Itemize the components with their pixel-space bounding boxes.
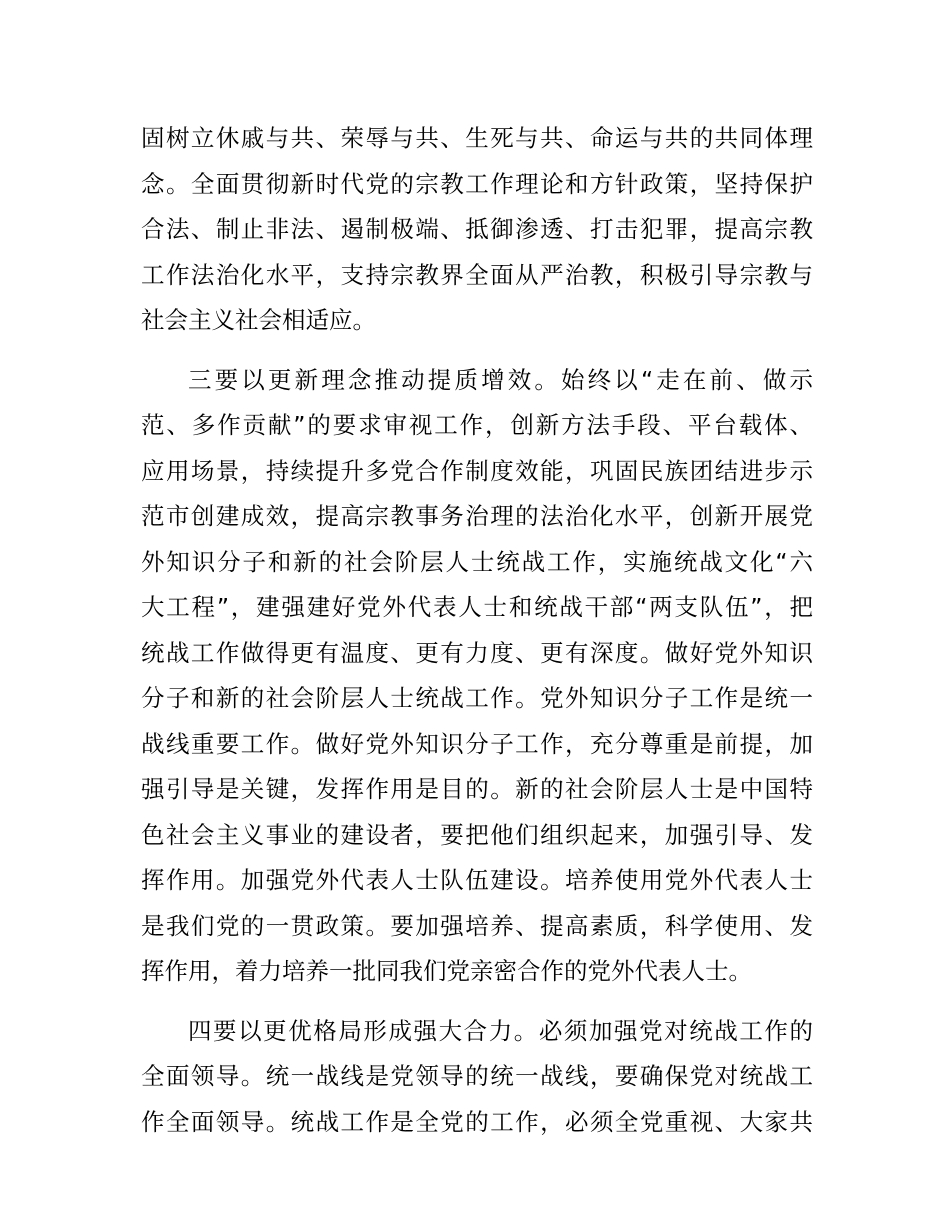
body-text (141, 116, 813, 1145)
paragraph-spacer (141, 995, 813, 1009)
text-line: 强引导是关键，发挥作用是目的。新的社会阶层人士是中国特 (141, 775, 813, 803)
text-line: 范、多作贡献”的要求审视工作，创新方法手段、平台载体、 (141, 411, 813, 439)
text-line: 作全面领导。统战工作是全党的工作，必须全党重视、大家共 (141, 1107, 813, 1136)
text-line: 范市创建成效，提高宗教事务治理的法治化水平，创新开展党 (141, 502, 813, 530)
text-line: 色社会主义事业的建设者，要把他们组织起来，加强引导、发 (141, 820, 813, 849)
text-line: 全面领导。统一战线是党领导的统一战线，要确保党对统战工 (141, 1062, 813, 1090)
paragraph-2 (141, 358, 813, 995)
text-line: 挥作用，着力培养一批同我们党亲密合作的党外代表人士。 (141, 957, 752, 985)
text-line: 念。全面贯彻新时代党的宗教工作理论和方针政策，坚持保护 (141, 169, 813, 198)
text-line: 分子和新的社会阶层人士统战工作。党外知识分子工作是统一 (141, 684, 813, 712)
text-line: 三要以更新理念推动提质增效。始终以“走在前、做示 (188, 365, 813, 394)
paragraph-spacer (141, 344, 813, 358)
text-line: 四要以更优格局形成强大合力。必须加强党对统战工作的 (188, 1016, 813, 1045)
text-line: 挥作用。加强党外代表人士队伍建设。培养使用党外代表人士 (141, 866, 813, 894)
text-line: 统战工作做得更有温度、更有力度、更有深度。做好党外知识 (141, 638, 813, 667)
paragraph-3 (141, 1009, 813, 1146)
text-line: 应用场景，持续提升多党合作制度效能，巩固民族团结进步示 (141, 456, 813, 485)
text-line: 固树立休戚与共、荣辱与共、生死与共、命运与共的共同体理 (141, 124, 813, 152)
text-line: 社会主义社会相适应。 (141, 306, 376, 334)
paragraph-1 (141, 116, 813, 344)
text-line: 外知识分子和新的社会阶层人士统战工作，实施统战文化“六 (141, 547, 813, 576)
text-line: 战线重要工作。做好党外知识分子工作，充分尊重是前提，加 (141, 729, 813, 758)
text-line: 是我们党的一贯政策。要加强培养、提高素质，科学使用、发 (141, 911, 813, 940)
text-line: 工作法治化水平，支持宗教界全面从严治教，积极引导宗教与 (141, 260, 813, 289)
text-line: 大工程”，建强建好党外代表人士和统战干部“两支队伍”，把 (141, 593, 813, 621)
text-line: 合法、制止非法、遏制极端、抵御渗透、打击犯罪，提高宗教 (141, 215, 813, 243)
